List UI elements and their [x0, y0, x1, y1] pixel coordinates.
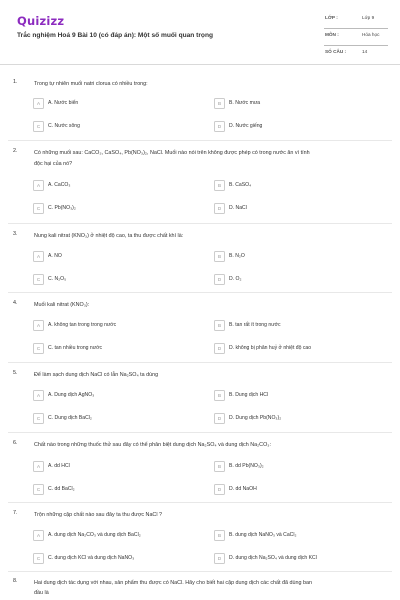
option-letter-box: A: [33, 98, 44, 109]
option-text: C. tan nhiều trong nước: [48, 345, 103, 351]
option-text: A. Nước biển: [48, 100, 79, 106]
question-text-line: Trong tự nhiên muối natri clorua có nhiều trong:: [34, 81, 148, 87]
option-text: C. dung dịch KCl và dung dịch NaNO₃: [48, 555, 135, 561]
question-text-line: độc hại của nó?: [34, 161, 73, 167]
option-letter-box: D: [214, 203, 225, 214]
option-letter-box: B: [214, 320, 225, 331]
question-text: [34, 300, 374, 311]
question-text: [34, 231, 374, 242]
question-text-line: Trộn những cặp chất nào sau đây ta thu được NaCl ?: [34, 512, 163, 518]
option-text: B. dung dịch NaNO₃ và CaCl₂: [229, 532, 297, 538]
page-title: Trắc nghiệm Hoá 9 Bài 10 (có đáp án): Một số muối quan trọng: [17, 32, 213, 39]
option-text: B. CaSO₄: [229, 182, 252, 188]
option-text: D. NaCl: [229, 205, 247, 211]
option-letter-box: C: [33, 553, 44, 564]
option-letter-box: B: [214, 390, 225, 401]
meta-label: SỐ CÂU :: [325, 49, 347, 54]
option-text: D. dd NaOH: [229, 486, 257, 492]
option-letter-box: A: [33, 390, 44, 401]
option-letter-box: D: [214, 484, 225, 495]
option-text: C. Dung dịch BaCl₂: [48, 415, 92, 421]
question-divider: [8, 362, 392, 363]
question-text-line: Chất nào trong những thuốc thử sau đây có thể phân biệt dung dịch Na₂SO₄ và dung dịch Na₂CO₃:: [34, 442, 271, 448]
question-number: 1.: [13, 79, 18, 85]
option-text: D. O₂: [229, 276, 242, 282]
option-text: B. dd Pb(NO₃)₂: [229, 463, 264, 469]
option-text: A. không tan trong trong nước: [48, 322, 117, 328]
option-letter-box: C: [33, 203, 44, 214]
question-text: [34, 370, 374, 381]
option-letter-box: B: [214, 251, 225, 262]
option-letter-box: B: [214, 461, 225, 472]
option-text: A. dd HCl: [48, 463, 70, 469]
question-divider: [8, 223, 392, 224]
option-text: D. Nước giếng: [229, 123, 263, 129]
option-letter-box: A: [33, 461, 44, 472]
option-letter-box: B: [214, 530, 225, 541]
option-text: C. dd BaCl₂: [48, 486, 75, 492]
option-letter-box: D: [214, 553, 225, 564]
question-number: 7.: [13, 510, 18, 516]
option-text: D. không bị phân huỷ ở nhiệt độ cao: [229, 345, 312, 351]
option-letter-box: A: [33, 251, 44, 262]
question-number: 6.: [13, 440, 18, 446]
option-letter-box: A: [33, 180, 44, 191]
option-letter-box: B: [214, 98, 225, 109]
meta-value: Lớp 9: [362, 15, 375, 20]
question-text: [34, 440, 374, 451]
question-text: [34, 578, 374, 598]
question-divider: [8, 292, 392, 293]
meta-row-class: [324, 12, 388, 29]
question-text-line: đầu là: [34, 590, 49, 596]
question-number: 5.: [13, 370, 18, 376]
option-letter-box: A: [33, 530, 44, 541]
meta-value: 14: [362, 49, 368, 54]
question-text: [34, 148, 374, 170]
page-header: [0, 0, 400, 64]
option-letter-box: B: [214, 180, 225, 191]
option-letter-box: C: [33, 413, 44, 424]
option-text: A. Dung dịch AgNO₃: [48, 392, 95, 398]
option-text: C. Nước sông: [48, 123, 80, 129]
question-number: 3.: [13, 231, 18, 237]
question-divider: [8, 502, 392, 503]
question-text-line: Có những muối sau: CaCO₃, CaSO₄, Pb(NO₃)₂, NaCl. Muối nào nói trên không được phép có trong nước ăn vì tính: [34, 150, 310, 156]
quizizz-logo: Quizizz: [17, 14, 65, 28]
header-divider: [0, 64, 400, 65]
question-text: [34, 510, 374, 521]
question-number: 2.: [13, 148, 18, 154]
question-text-line: Để làm sạch dung dịch NaCl có lẫn Na₂SO₄ ta dùng: [34, 372, 159, 378]
option-letter-box: A: [33, 320, 44, 331]
option-text: D. Dung dịch Pb(NO₃)₂: [229, 415, 282, 421]
question-number: 8.: [13, 578, 18, 584]
option-letter-box: D: [214, 413, 225, 424]
option-text: C. N₂O₅: [48, 276, 67, 282]
question-divider: [8, 571, 392, 572]
option-text: B. tan rất ít trong nước: [229, 322, 281, 328]
meta-row-subject: [324, 29, 388, 46]
option-text: D. dung dịch Na₂SO₄ và dung dịch KCl: [229, 555, 317, 561]
meta-table: [324, 12, 388, 63]
meta-row-count: [324, 46, 388, 63]
question-number: 4.: [13, 300, 18, 306]
option-letter-box: D: [214, 121, 225, 132]
question-text-line: Muối kali nitrat (KNO₃):: [34, 302, 90, 308]
meta-value: Hóa học: [362, 32, 380, 37]
option-text: B. Nước mưa: [229, 100, 261, 106]
option-letter-box: C: [33, 343, 44, 354]
question-text-line: Hai dung dịch tác dụng với nhau, sản phẩm thu được có NaCl. Hãy cho biết hai cặp dung dịch các chất đã dùng ban: [34, 580, 312, 586]
question-divider: [8, 432, 392, 433]
meta-label: MÔN :: [325, 32, 339, 37]
option-text: B. N₂O: [229, 253, 245, 259]
option-letter-box: D: [214, 343, 225, 354]
option-letter-box: C: [33, 121, 44, 132]
option-letter-box: D: [214, 274, 225, 285]
option-text: A. CaCO₃: [48, 182, 71, 188]
option-letter-box: C: [33, 484, 44, 495]
option-text: A. NO: [48, 253, 62, 259]
option-letter-box: C: [33, 274, 44, 285]
meta-label: LỚP :: [325, 15, 338, 20]
option-text: C. Pb(NO₃)₂: [48, 205, 76, 211]
question-text: [34, 79, 374, 90]
question-divider: [8, 140, 392, 141]
option-text: B. Dung dịch HCl: [229, 392, 269, 398]
option-text: A. dung dịch Na₂CO₃ và dung dịch BaCl₂: [48, 532, 141, 538]
question-text-line: Nung kali nitrat (KNO₃) ở nhiệt độ cao, ta thu được chất khí là:: [34, 233, 184, 239]
